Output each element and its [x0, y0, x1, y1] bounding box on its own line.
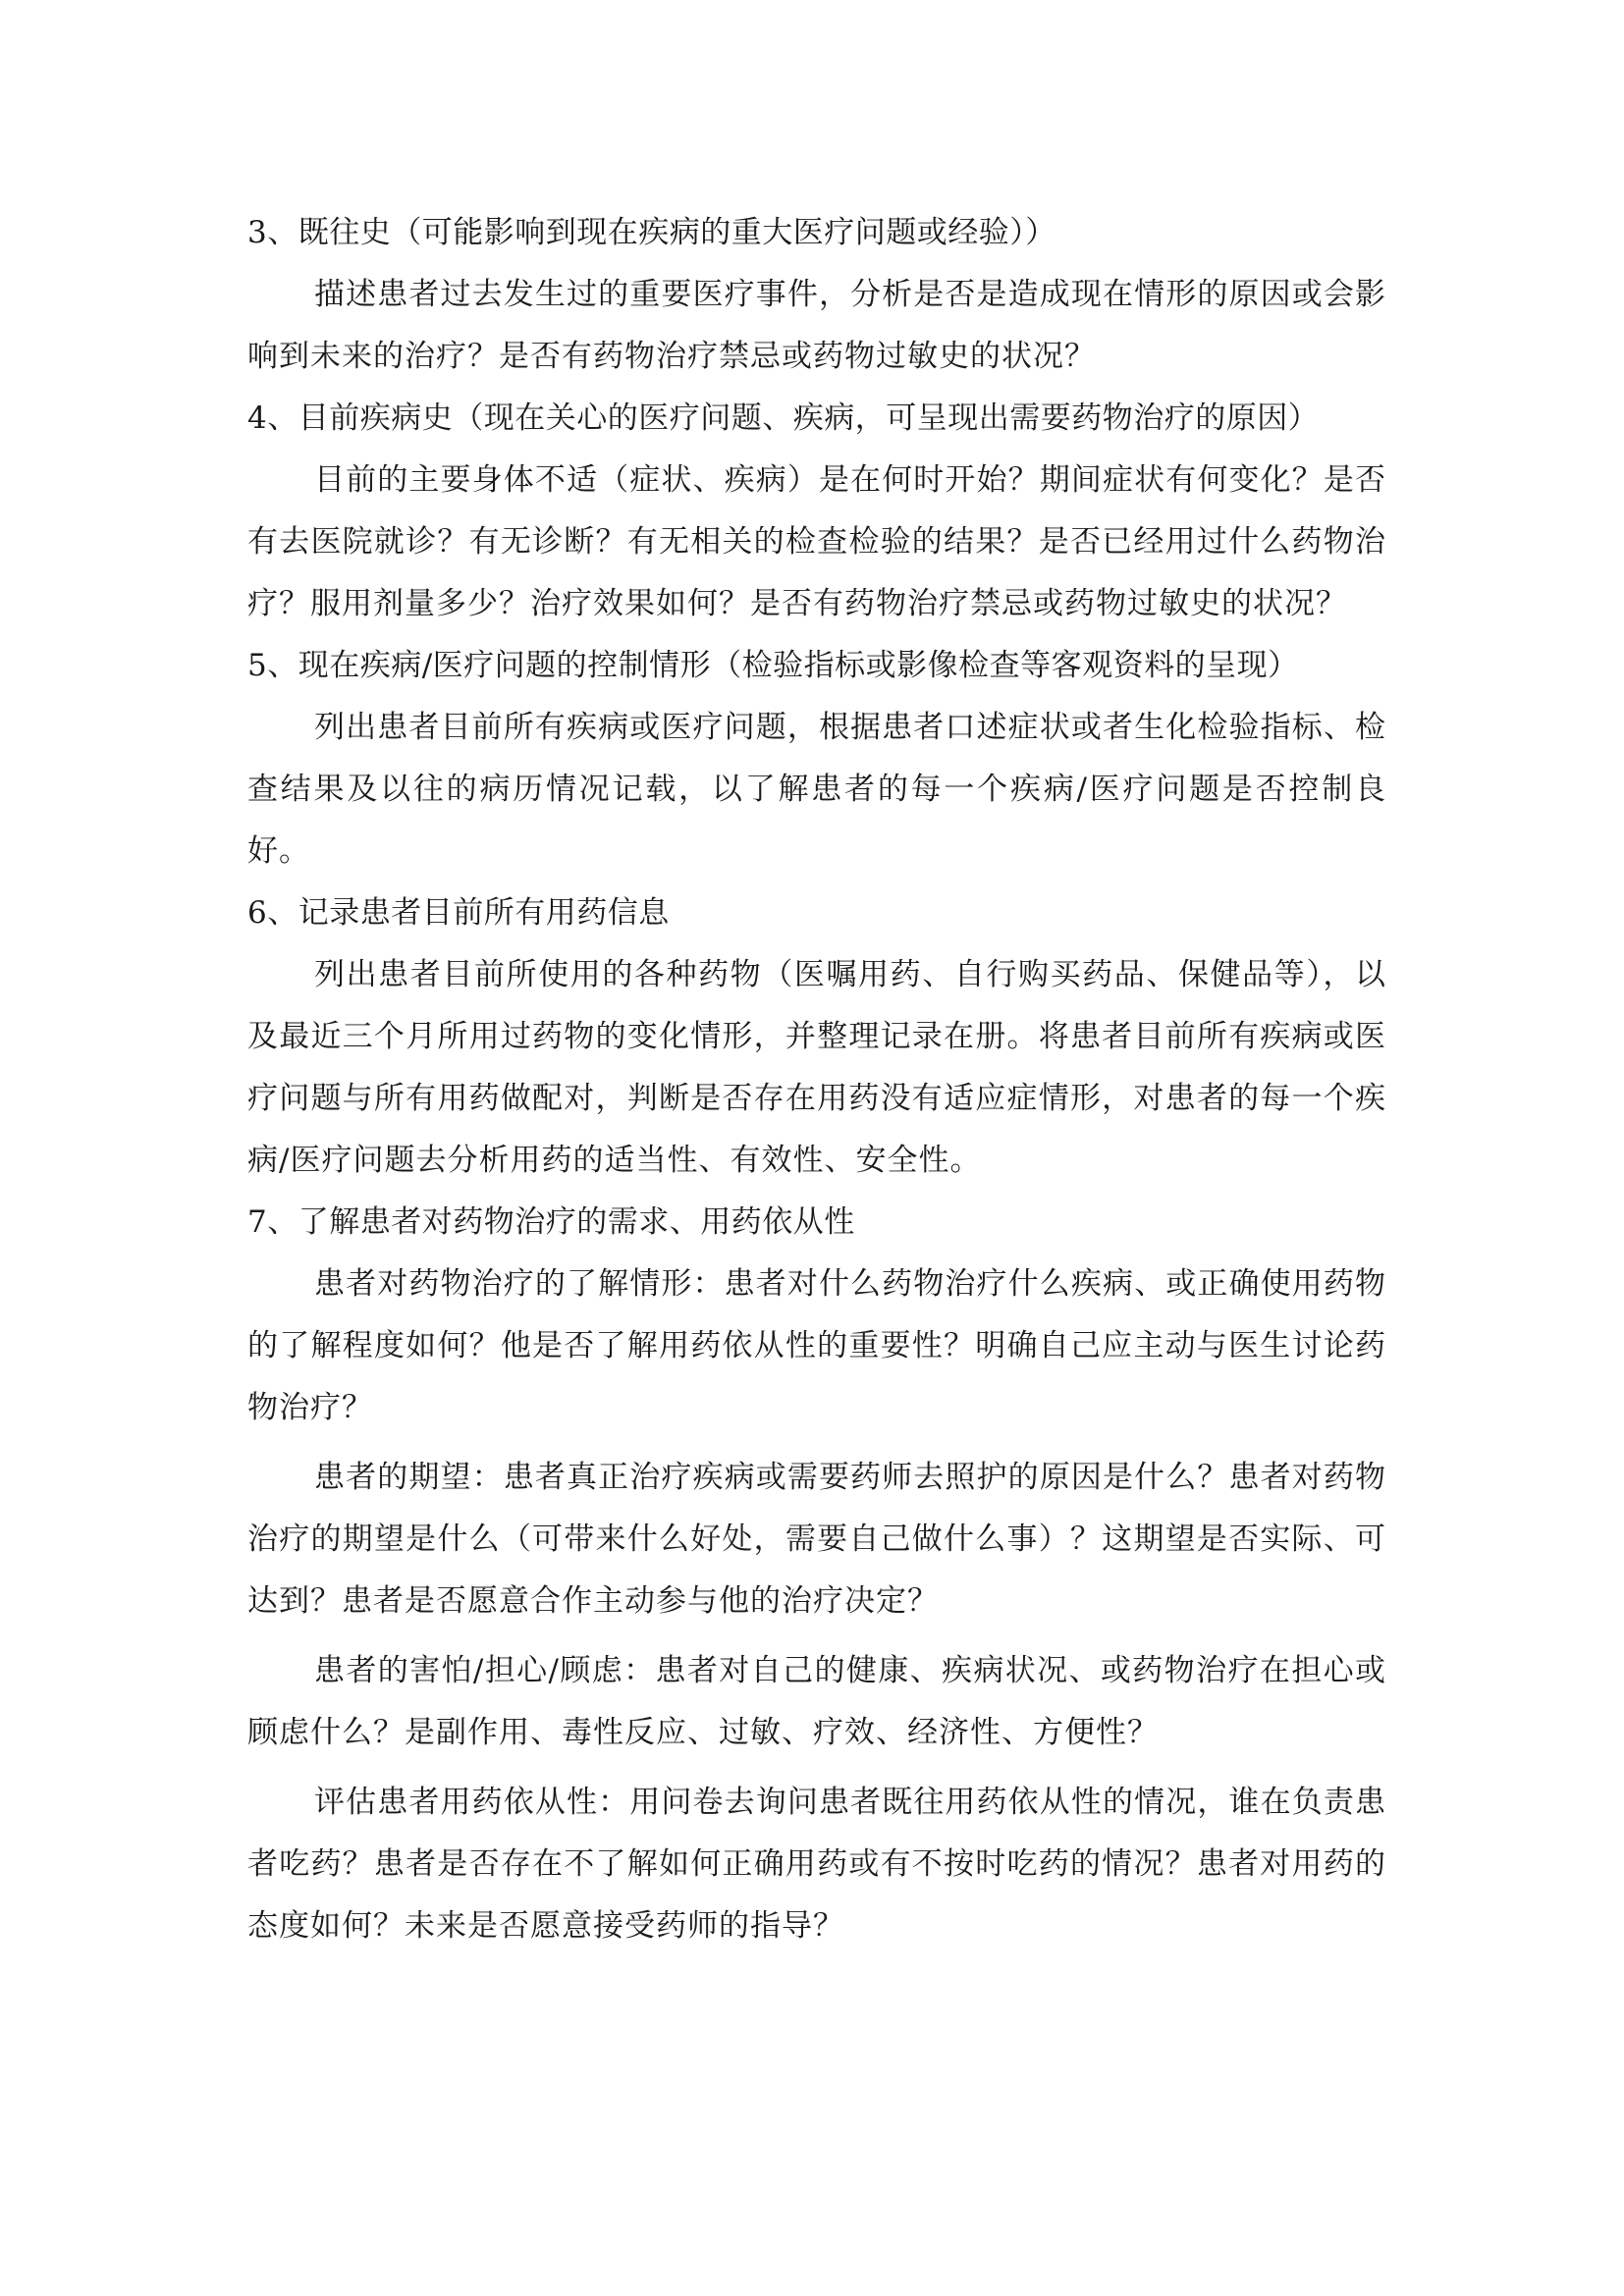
- section-3-paragraph: 描述患者过去发生过的重要医疗事件，分析是否是造成现在情形的原因或会影响到未来的治疗？是否有药物治疗禁忌或药物过敏史的状况？: [247, 277, 1386, 374]
- section-7-paragraph-understanding: 患者对药物治疗的了解情形：患者对什么药物治疗什么疾病、或正确使用药物的了解程度如何？他是否了解用药依从性的重要性？明确自己应主动与医生讨论药物治疗？: [247, 1266, 1386, 1425]
- section-heading-3: 3、既往史（可能影响到现在疾病的重大医疗问题或经验））: [247, 215, 1056, 250]
- section-7-paragraph-expectation: 患者的期望：患者真正治疗疾病或需要药师去照护的原因是什么？患者对药物治疗的期望是什么（可带来什么好处，需要自己做什么事）？这期望是否实际、可达到？患者是否愿意合作主动参与他的治疗决定？: [247, 1460, 1386, 1619]
- section-heading-7: 7、了解患者对药物治疗的需求、用药依从性: [247, 1204, 855, 1240]
- section-heading-5: 5、现在疾病/医疗问题的控制情形（检验指标或影像检查等客观资料的呈现）: [247, 648, 1299, 683]
- document-body: [247, 202, 1386, 1957]
- section-heading-6: 6、记录患者目前所有用药信息: [247, 895, 670, 931]
- section-7-paragraph-concerns: 患者的害怕/担心/顾虑：患者对自己的健康、疾病状况、或药物治疗在担心或顾虑什么？是副作用、毒性反应、过敏、疗效、经济性、方便性？: [247, 1653, 1386, 1750]
- section-5-paragraph: 列出患者目前所有疾病或医疗问题，根据患者口述症状或者生化检验指标、检查结果及以往的病历情况记载，以了解患者的每一个疾病/医疗问题是否控制良好。: [247, 710, 1386, 869]
- section-6-paragraph: 列出患者目前所使用的各种药物（医嘱用药、自行购买药品、保健品等），以及最近三个月所用过药物的变化情形，并整理记录在册。将患者目前所有疾病或医疗问题与所有用药做配对，判断是否存在用药没有适应症情形，对患者的每一个疾病/医疗问题去分析用药的适当性、有效性、安全性。: [247, 957, 1386, 1178]
- section-7-paragraph-adherence: 评估患者用药依从性：用问卷去询问患者既往用药依从性的情况，谁在负责患者吃药？患者是否存在不了解如何正确用药或有不按时吃药的情况？患者对用药的态度如何？未来是否愿意接受药师的指导？: [247, 1785, 1386, 1944]
- section-heading-4: 4、目前疾病史（现在关心的医疗问题、疾病，可呈现出需要药物治疗的原因）: [247, 400, 1320, 436]
- section-4-paragraph: 目前的主要身体不适（症状、疾病）是在何时开始？期间症状有何变化？是否有去医院就诊？有无诊断？有无相关的检查检验的结果？是否已经用过什么药物治疗？服用剂量多少？治疗效果如何？是否有药物治疗禁忌或药物过敏史的状况？: [247, 462, 1386, 621]
